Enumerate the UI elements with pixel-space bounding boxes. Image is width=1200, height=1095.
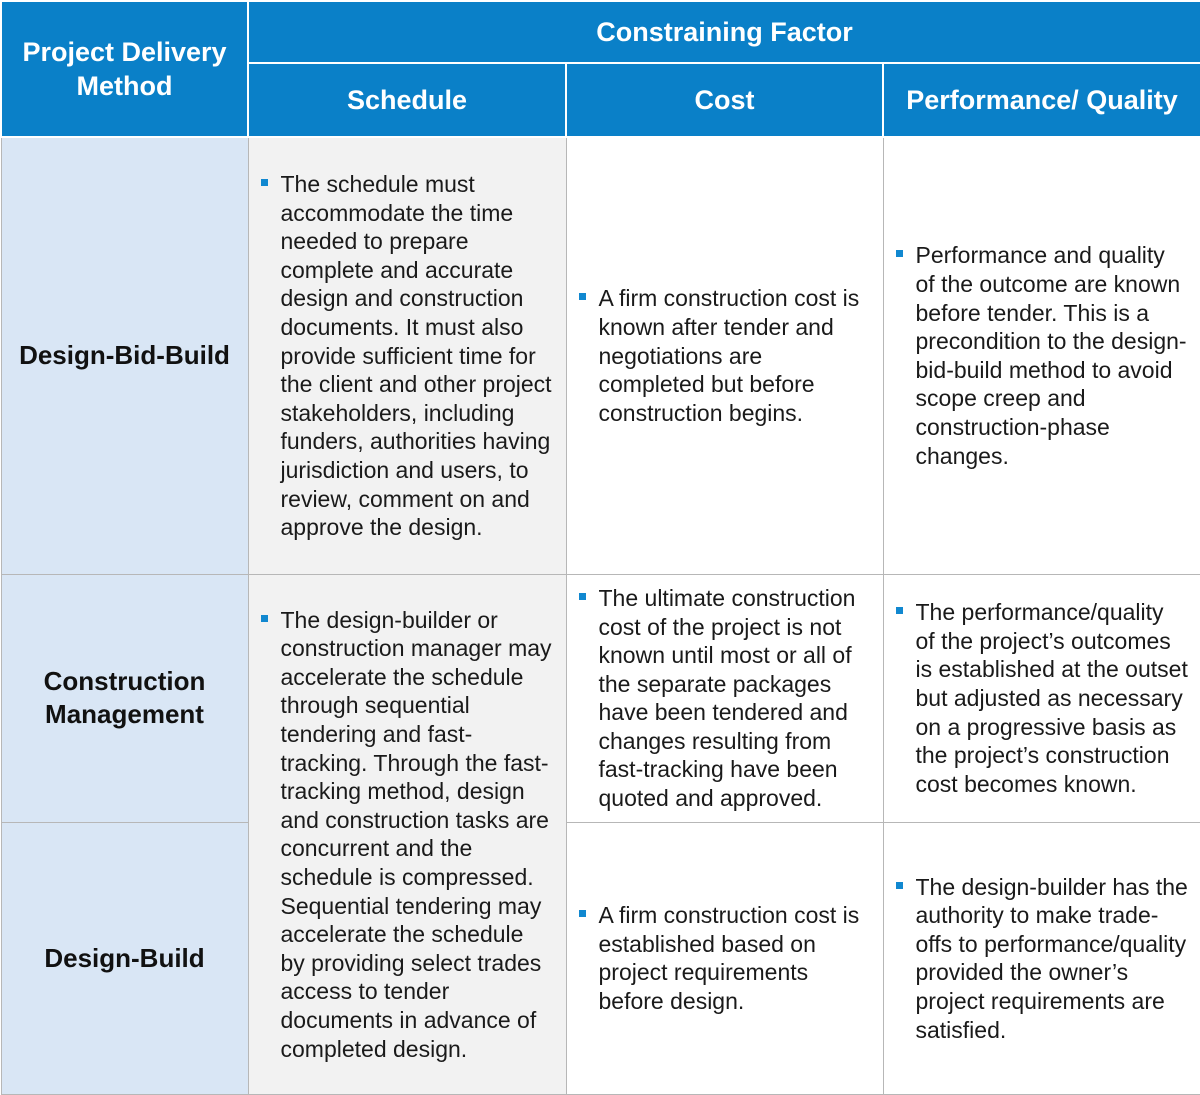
cost-cell-db — [566, 822, 883, 1094]
header-delivery-method: Project Delivery Method — [1, 1, 248, 137]
schedule-cell-dbb — [248, 137, 566, 574]
header-performance-quality: Performance/ Quality — [883, 63, 1200, 137]
performance-cell-dbb — [883, 137, 1200, 574]
cost-text-cm: The ultimate construction cost of the project is not known until most or all of the separate packages have been tendered and changes resulting from fast-tracking have been quoted and approved. — [579, 584, 871, 813]
cost-cell-cm — [566, 574, 883, 822]
schedule-text-dbb: The schedule must accommodate the time needed to prepare complete and accurate design and construction documents. It must also provide sufficient time for the client and other project stakeholders, including funders, authorities having jurisdiction and users, to review, comment on and approve the design. — [261, 170, 554, 542]
schedule-text-shared: The design-builder or construction manager may accelerate the schedule through sequential tendering and fast-tracking. Through the fast-tracking method, design and construction tasks are concurrent and the schedule is compressed. Sequential tendering may accelerate the schedule by providing select trades access to tender documents in advance of completed design. — [261, 606, 554, 1064]
header-schedule: Schedule — [248, 63, 566, 137]
performance-text-db: The design-builder has the authority to make trade-offs to performance/quality provided the owner’s project requirements are satisfied. — [896, 873, 1189, 1045]
header-cost: Cost — [566, 63, 883, 137]
method-construction-management: Construction Management — [1, 574, 248, 822]
method-design-build: Design-Build — [1, 822, 248, 1094]
performance-text-cm: The performance/quality of the project’s outcomes is established at the outset but adjusted as necessary on a progressive basis as the project’s construction cost becomes known. — [896, 598, 1189, 798]
performance-cell-cm — [883, 574, 1200, 822]
cost-cell-dbb — [566, 137, 883, 574]
table-row-design-build — [1, 822, 1200, 1094]
table-row-construction-management — [1, 574, 1200, 822]
performance-cell-db — [883, 822, 1200, 1094]
cost-text-dbb: A firm construction cost is known after tender and negotiations are completed but before construction begins. — [579, 284, 871, 427]
schedule-cell-shared — [248, 574, 566, 1094]
cost-text-db: A firm construction cost is established based on project requirements before design. — [579, 901, 871, 1015]
table-row-design-bid-build — [1, 137, 1200, 574]
header-constraining-factor: Constraining Factor — [248, 1, 1200, 63]
method-design-bid-build: Design-Bid-Build — [1, 137, 248, 574]
performance-text-dbb: Performance and quality of the outcome are known before tender. This is a precondition to the design-bid-build method to avoid scope creep and construction-phase changes. — [896, 241, 1189, 470]
